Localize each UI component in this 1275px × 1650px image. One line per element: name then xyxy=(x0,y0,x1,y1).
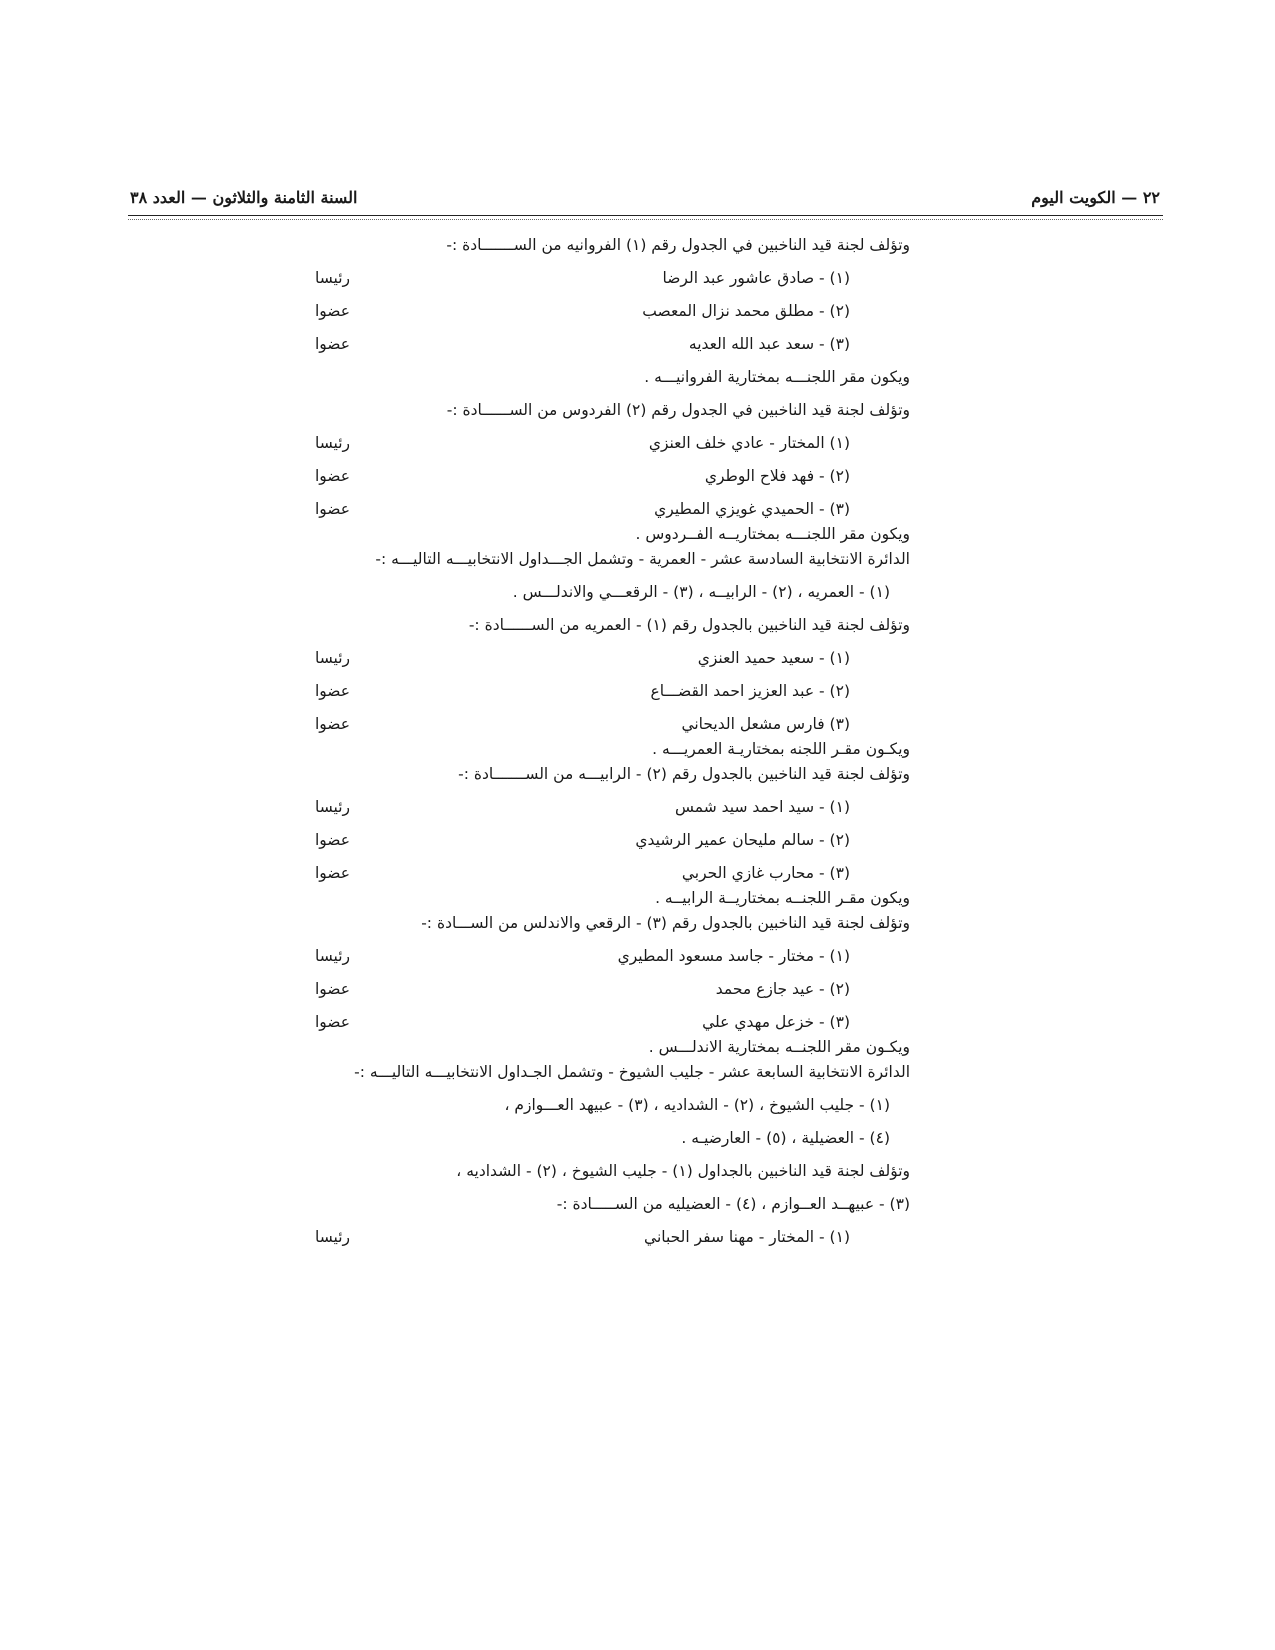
member-name: (١) - سيد احمد سيد شمس xyxy=(675,798,850,816)
text-line: (٤) - العضيلية ، (٥) - العارضيـه . xyxy=(681,1129,890,1147)
member-name: (١) - سعيد حميد العنزي xyxy=(697,649,850,667)
committee-member-row xyxy=(170,642,910,675)
section-heading: الدائرة الانتخابية السادسة عشر - العمرية - وتشمل الجـــداول الانتخابيـــه التاليـــه :- xyxy=(375,550,910,568)
member-role: عضوا xyxy=(314,335,350,353)
member-role: رئيسا xyxy=(314,1228,350,1246)
member-name: (٣) - محارب غازي الحربي xyxy=(681,864,850,882)
text-line: (١) - جليب الشيوخ ، (٢) - الشداديه ، (٣) - عبيهد العـــوازم ، xyxy=(504,1096,890,1114)
committee-member-row xyxy=(170,857,910,890)
page-header xyxy=(130,188,1160,212)
member-role: عضوا xyxy=(314,302,350,320)
committee-member-row xyxy=(170,427,910,460)
text-line: ويكون مقر اللجنـــه بمختاريــه الفــردوس . xyxy=(635,525,910,543)
header-rule xyxy=(128,215,1163,216)
member-role: رئيسا xyxy=(314,649,350,667)
text-line: وتؤلف لجنة قيد الناخبين في الجدول رقم (٢) الفردوس من الســــــادة :- xyxy=(446,401,910,419)
member-name: (١) - صادق عاشور عبد الرضا xyxy=(662,269,850,287)
committee-member-row xyxy=(170,1006,910,1039)
committee-member-row xyxy=(170,791,910,824)
member-role: عضوا xyxy=(314,467,350,485)
member-name: (٢) - عبد العزيز احمد القضـــاع xyxy=(650,682,850,700)
member-role: عضوا xyxy=(314,500,350,518)
member-role: عضوا xyxy=(314,715,350,733)
text-line: وتؤلف لجنة قيد الناخبين في الجدول رقم (١) الفروانيه من الســـــــادة :- xyxy=(446,236,910,254)
member-role: عضوا xyxy=(314,980,350,998)
committee-member-row xyxy=(170,262,910,295)
text-line: وتؤلف لجنة قيد الناخبين بالجدول رقم (١) - العمريه من الســــــادة :- xyxy=(468,616,910,634)
member-role: رئيسا xyxy=(314,947,350,965)
member-name: (٢) - فهد فلاح الوطري xyxy=(704,467,850,485)
member-name: (٣) - الحميدي غويزي المطيري xyxy=(654,500,850,518)
member-role: رئيسا xyxy=(314,798,350,816)
committee-member-row xyxy=(170,493,910,526)
member-name: (٣) فارس مشعل الديحاني xyxy=(681,715,850,733)
member-name: (٢) - مطلق محمد نزال المعصب xyxy=(642,302,850,320)
text-line: ويكـون مقر اللجنــه بمختارية الاندلـــس . xyxy=(648,1038,910,1056)
committee-member-row xyxy=(170,295,910,328)
committee-member-row xyxy=(170,1221,910,1254)
committee-member-row xyxy=(170,973,910,1006)
member-role: رئيسا xyxy=(314,269,350,287)
member-role: عضوا xyxy=(314,831,350,849)
member-role: عضوا xyxy=(314,682,350,700)
member-name: (٣) - سعد عبد الله العديه xyxy=(688,335,850,353)
committee-member-row xyxy=(170,708,910,741)
header-page-title: ٢٢ — الكويت اليوم xyxy=(1031,188,1160,207)
text-line: ويكون مقر اللجنـــه بمختارية الفروانيـــه . xyxy=(644,368,910,386)
text-line: ويكون مقـر اللجنــه بمختاريــة الرابيــه . xyxy=(655,889,910,907)
member-name: (١) - المختار - مهنا سفر الحباني xyxy=(644,1228,850,1246)
committee-member-row xyxy=(170,460,910,493)
committee-member-row xyxy=(170,675,910,708)
member-name: (٣) - خزعل مهدي علي xyxy=(702,1013,850,1031)
committee-member-row xyxy=(170,824,910,857)
text-line: (١) - العمريه ، (٢) - الرابيــه ، (٣) - الرقعـــي والاندلـــس . xyxy=(512,583,890,601)
member-role: عضوا xyxy=(314,1013,350,1031)
section-heading: وتؤلف لجنة قيد الناخبين بالجدول رقم (٣) - الرقعي والاندلس من الســـادة :- xyxy=(421,914,910,932)
text-line: وتؤلف لجنة قيد الناخبين بالجداول (١) - جليب الشيوخ ، (٢) - الشداديه ، xyxy=(456,1162,910,1180)
committee-member-row xyxy=(170,940,910,973)
member-name: (١) المختار - عادي خلف العنزي xyxy=(648,434,850,452)
header-rule-dotted xyxy=(128,219,1163,220)
member-name: (٢) - سالم مليحان عمير الرشيدي xyxy=(635,831,850,849)
header-issue-info: السنة الثامنة والثلاثون — العدد ٣٨ xyxy=(130,188,358,207)
member-name: (٢) - عيد جازع محمد xyxy=(715,980,850,998)
section-heading: وتؤلف لجنة قيد الناخبين بالجدول رقم (٢) - الرابيـــه من الســـــــادة :- xyxy=(458,765,910,783)
member-role: رئيسا xyxy=(314,434,350,452)
member-name: (١) - مختار - جاسد مسعود المطيري xyxy=(617,947,850,965)
document-body xyxy=(170,229,910,1254)
committee-member-row xyxy=(170,328,910,361)
section-heading: الدائرة الانتخابية السابعة عشر - جليب الشيوخ - وتشمل الجـداول الانتخابيـــه التاليـــه :- xyxy=(354,1063,910,1081)
text-line: (٣) - عبيهــد العــوازم ، (٤) - العضيليه من الســـــادة :- xyxy=(556,1195,910,1213)
text-line: ويكـون مقـر اللجنه بمختاريـة العمريـــه . xyxy=(652,740,910,758)
member-role: عضوا xyxy=(314,864,350,882)
